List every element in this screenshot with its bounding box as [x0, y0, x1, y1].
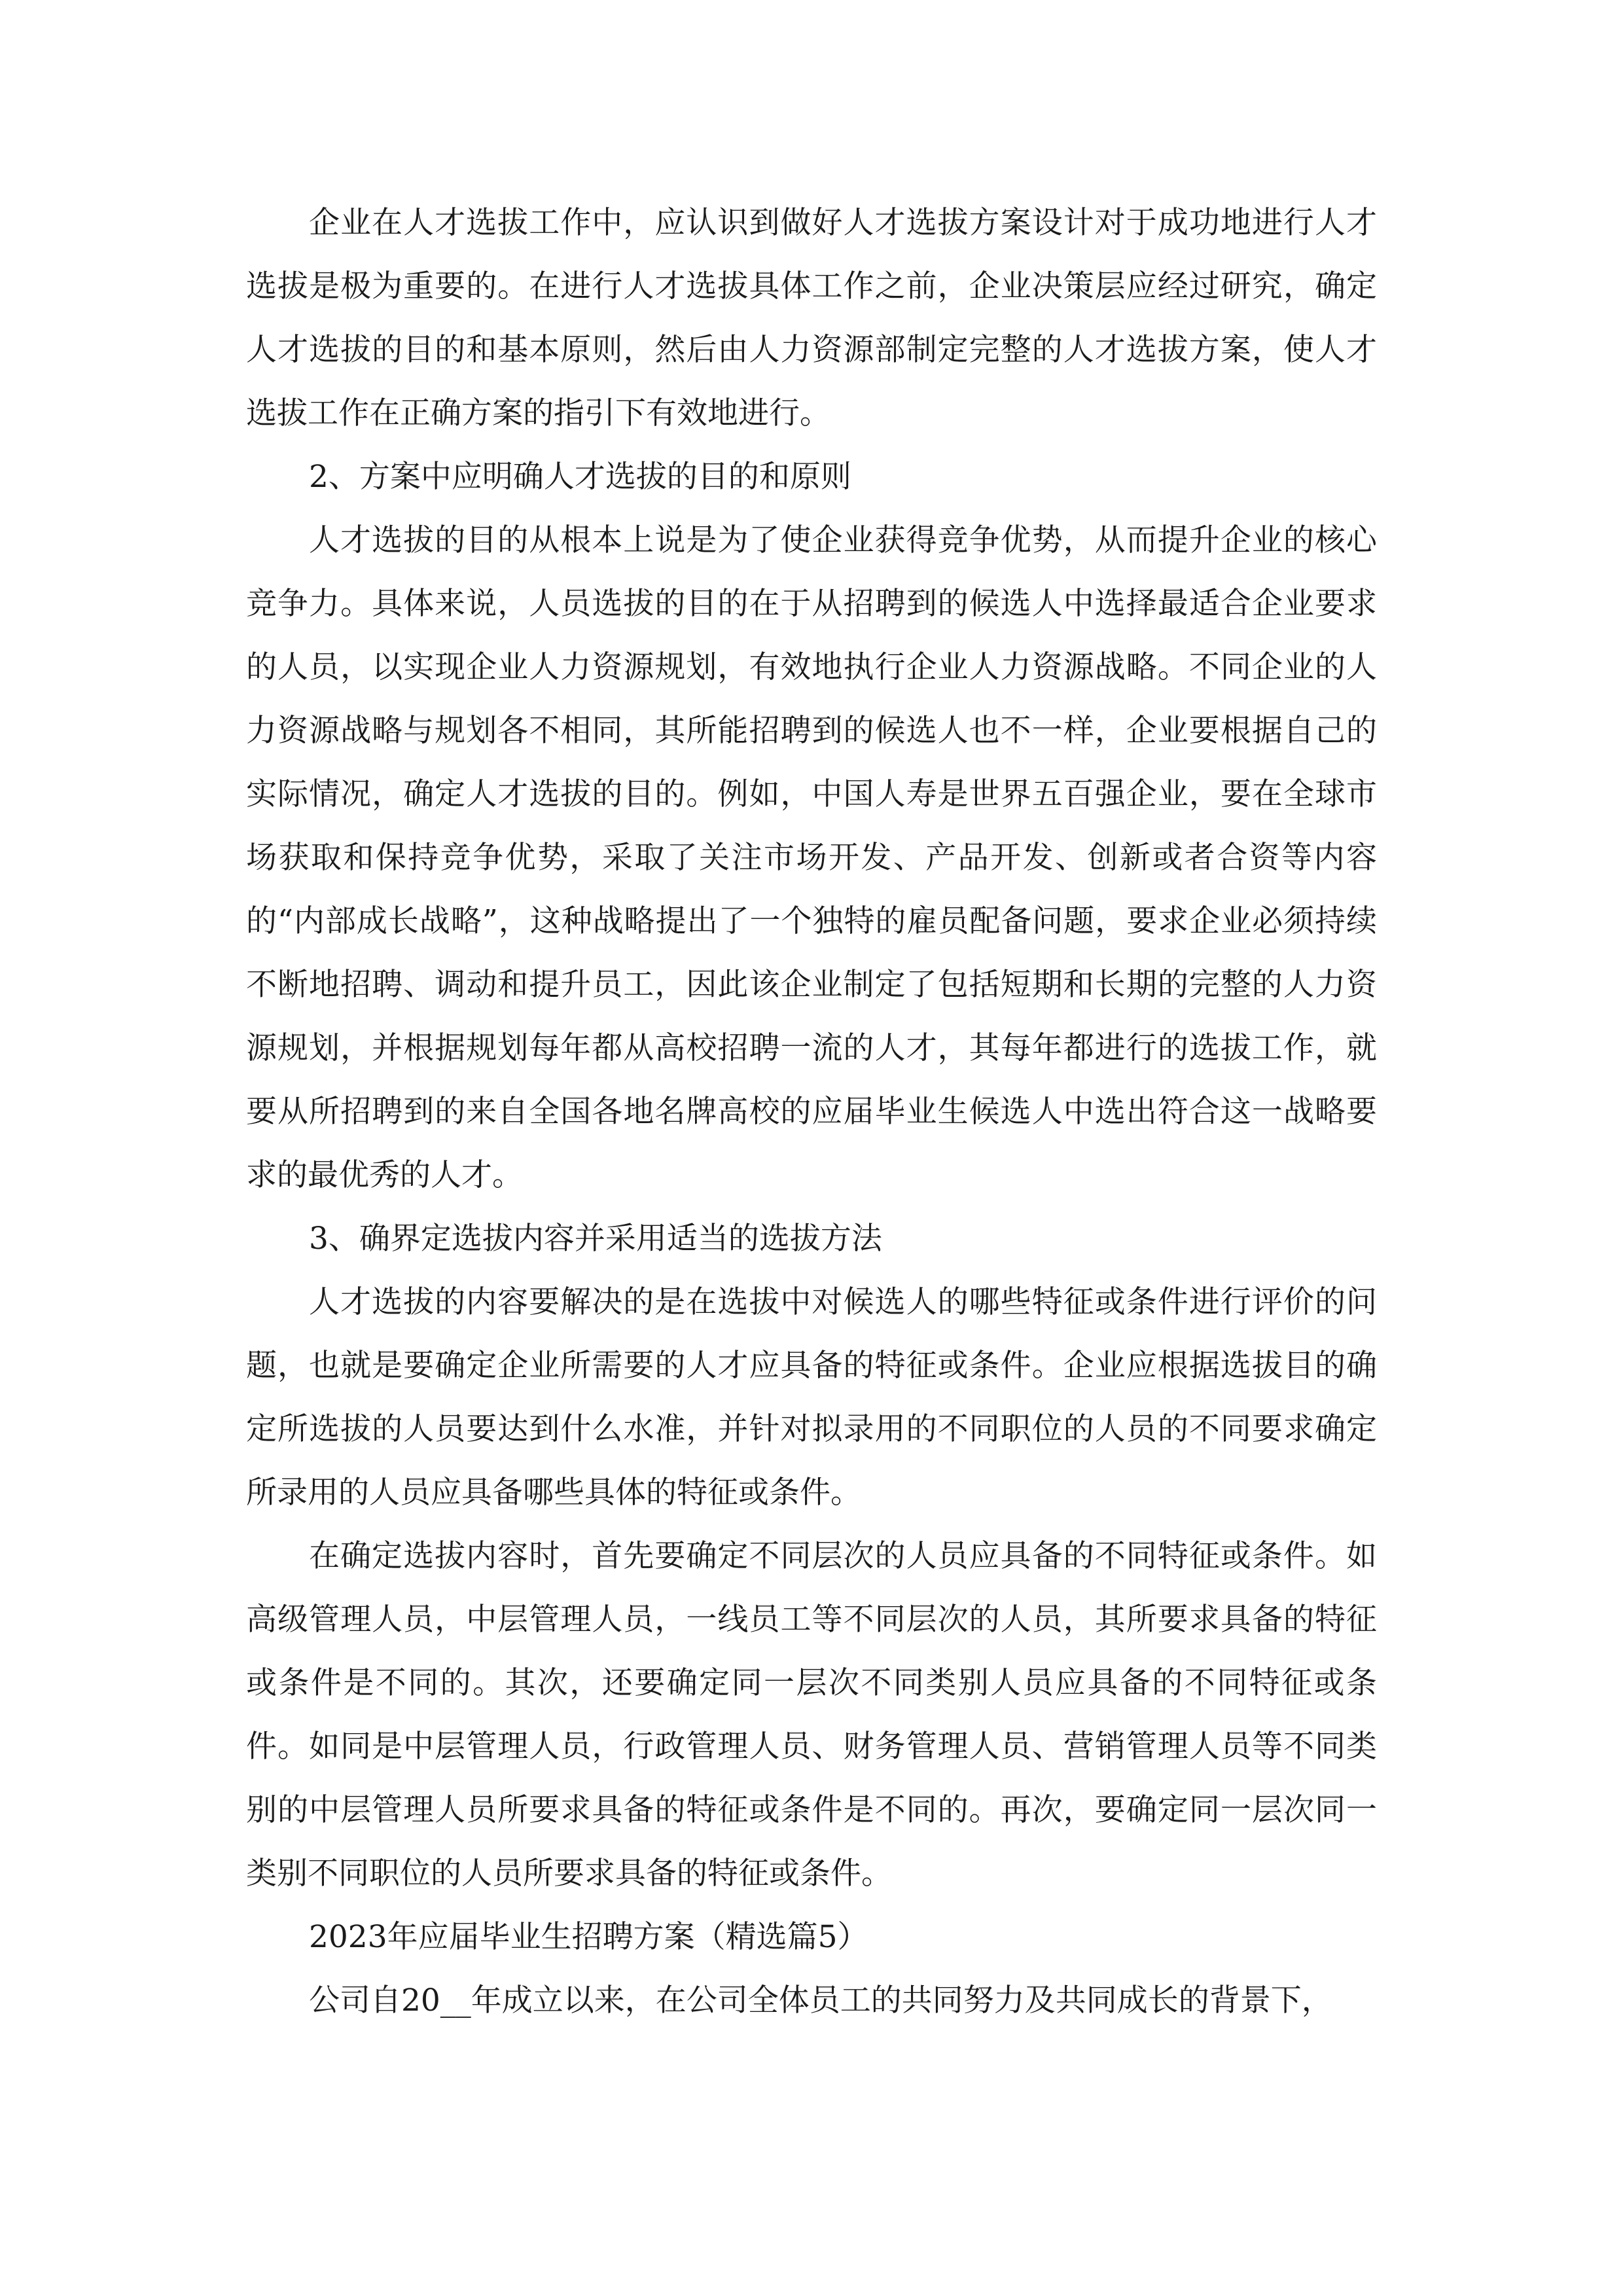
paragraph-levels: 在确定选拔内容时，首先要确定不同层次的人员应具备的不同特征或条件。如高级管理人员，中层管理人员，一线员工等不同层次的人员，其所要求具备的特征或条件是不同的。其次，还要确定同一层次不同类别人员应具备的不同特征或条件。如同是中层管理人员，行政管理人员、财务管理人员、营销管理人员等不同类别的中层管理人员所要求具备的特征或条件是不同的。再次，要确定同一层次同一类别不同职位的人员所要求具备的特征或条件。: [246, 1538, 1377, 1892]
section-heading-2: 2、方案中应明确人才选拔的目的和原则: [309, 459, 851, 495]
section-heading-3: 3、确界定选拔内容并采用适当的选拔方法: [309, 1221, 882, 1257]
paragraph-intro: 企业在人才选拔工作中，应认识到做好人才选拔方案设计对于成功地进行人才选拔是极为重要的。在进行人才选拔具体工作之前，企业决策层应经过研究，确定人才选拔的目的和基本原则，然后由人力资源部制定完整的人才选拔方案，使人才选拔工作在正确方案的指引下有效地进行。: [246, 205, 1377, 431]
paragraph-purpose: 人才选拔的目的从根本上说是为了使企业获得竞争优势，从而提升企业的核心竞争力。具体来说，人员选拔的目的在于从招聘到的候选人中选择最适合企业要求的人员，以实现企业人力资源规划，有效地执行企业人力资源战略。不同企业的人力资源战略与规划各不相同，其所能招聘到的候选人也不一样，企业要根据自己的实际情况，确定人才选拔的目的。例如，中国人寿是世界五百强企业，要在全球市场获取和保持竞争优势，采取了关注市场开发、产品开发、创新或者合资等内容的“内部成长战略”，这种战略提出了一个独特的雇员配备问题，要求企业必须持续不断地招聘、调动和提升员工，因此该企业制定了包括短期和长期的完整的人力资源规划，并根据规划每年都从高校招聘一流的人才，其每年都进行的选拔工作，就要从所招聘到的来自全国各地名牌高校的应届毕业生候选人中选出符合这一战略要求的最优秀的人才。: [246, 522, 1377, 1193]
paragraph-company: 公司自20__年成立以来，在公司全体员工的共同努力及共同成长的背景下，: [309, 1982, 1332, 2018]
paragraph-content: 人才选拔的内容要解决的是在选拔中对候选人的哪些特征或条件进行评价的问题，也就是要确定企业所需要的人才应具备的特征或条件。企业应根据选拔目的确定所选拔的人员要达到什么水准，并针对拟录用的不同职位的人员的不同要求确定所录用的人员应具备哪些具体的特征或条件。: [246, 1284, 1377, 1511]
document-body: [246, 191, 1377, 2032]
article-title: 2023年应届毕业生招聘方案（精选篇5）: [309, 1919, 868, 1955]
